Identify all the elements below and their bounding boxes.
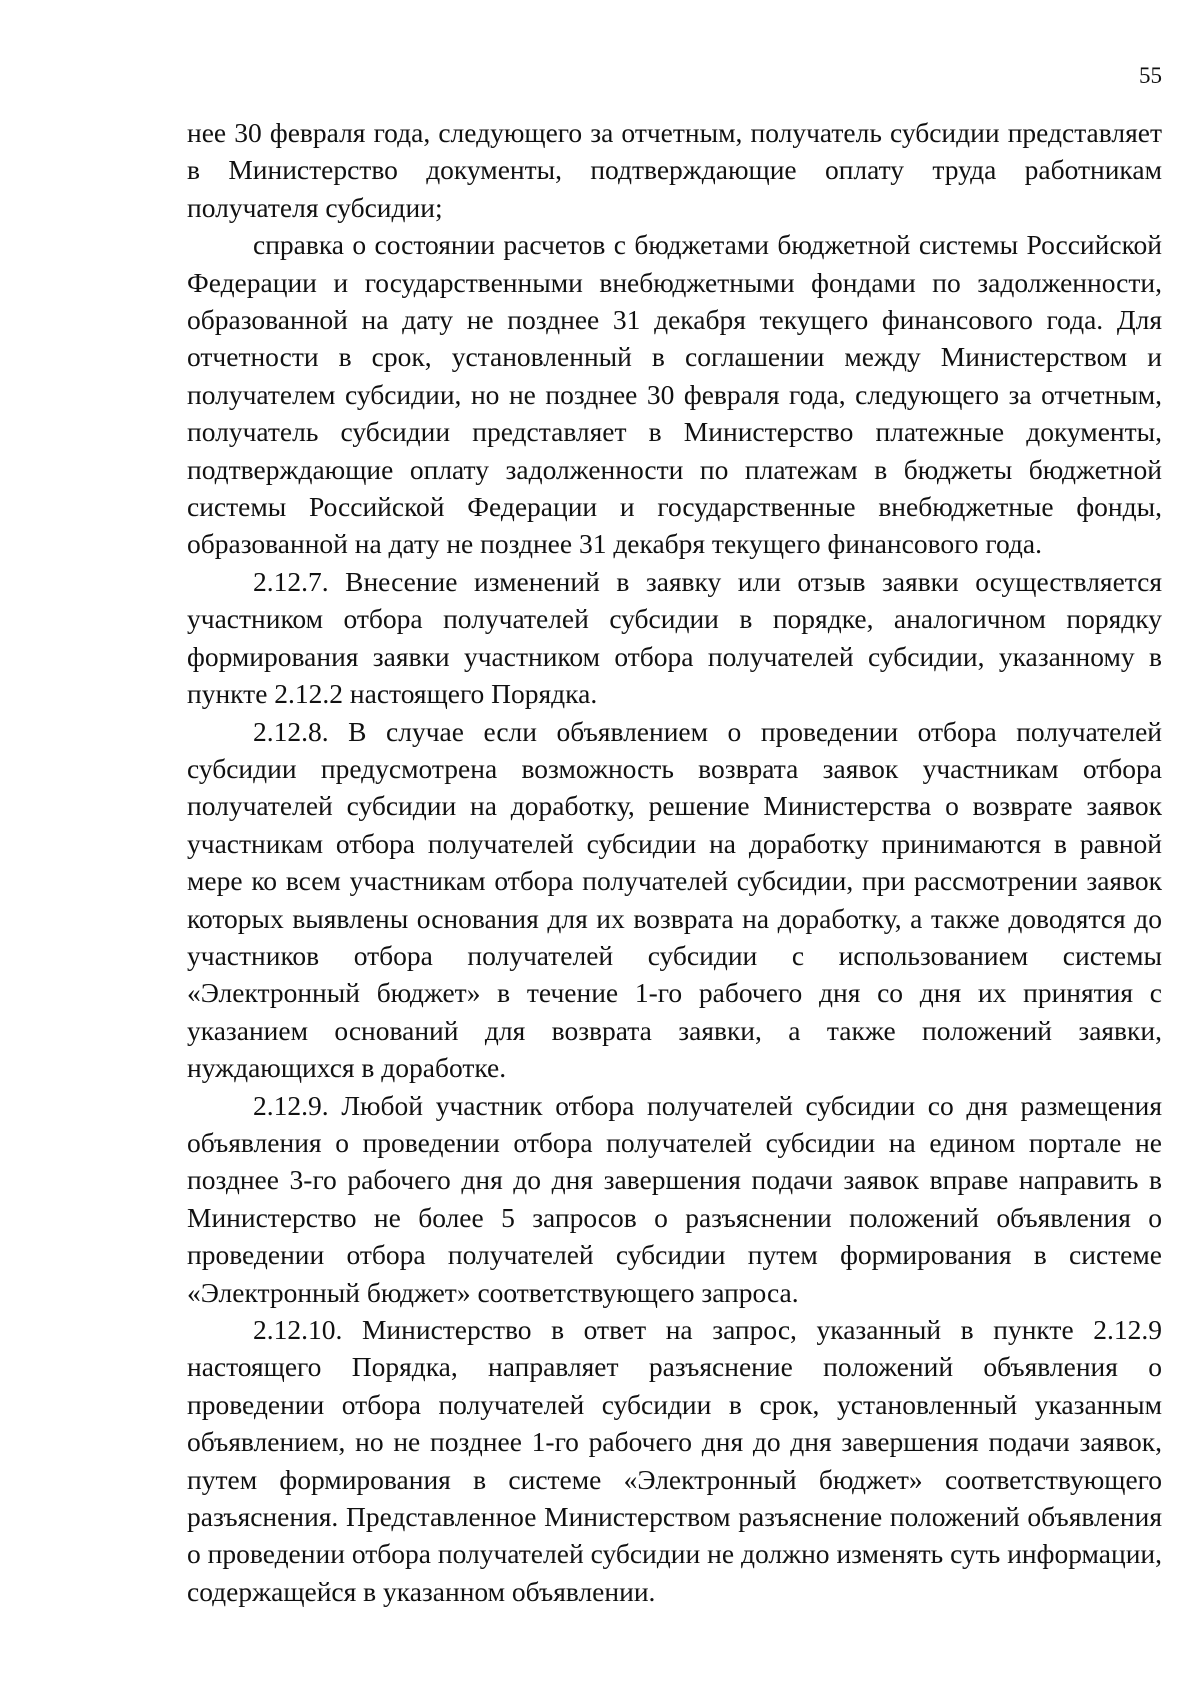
paragraph-2-12-9: 2.12.9. Любой участник отбора получателей субсидии со дня размещения объявления о проведении отбора получателей субсидии на едином портале не позднее 3-го рабочего дня до дня завершения подачи заявок вправе направить в Министерство не более 5 запросов о разъяснении положений объявления о проведении отбора получателей субсидии путем формирования в системе «Электронный бюджет» соответствующего запроса. — [187, 1089, 1162, 1308]
paragraph-continuation: нее 30 февраля года, следующего за отчетным, получатель субсидии представляет в Министерство документы, подтверждающие оплату труда работникам получателя субсидии; — [187, 117, 1162, 223]
paragraph-2-12-10: 2.12.10. Министерство в ответ на запрос, указанный в пункте 2.12.9 настоящего Порядка, направляет разъяснение положений объявления о проведении отбора получателей субсидии в срок, установленный указанным объявлением, но не позднее 1-го рабочего дня до дня завершения подачи заявок, путем формирования в системе «Электронный бюджет» соответствующего разъяснения. Представленное Министерством разъяснение положений объявления о проведении отбора получателей субсидии не должно изменять суть информации, содержащейся в указанном объявлении. — [187, 1314, 1162, 1607]
page-number: 55 — [1139, 63, 1162, 88]
document-body — [187, 114, 1162, 1610]
paragraph-2-12-7: 2.12.7. Внесение изменений в заявку или отзыв заявки осуществляется участником отбора получателей субсидии в порядке, аналогичном порядку формирования заявки участником отбора получателей субсидии, указанному в пункте 2.12.2 настоящего Порядка. — [187, 565, 1162, 710]
paragraph-debt-certificate: справка о состоянии расчетов с бюджетами бюджетной системы Российской Федерации и государственными внебюджетными фондами по задолженности, образованной на дату не позднее 31 декабря текущего финансового года. Для отчетности в срок, установленный в соглашении между Министерством и получателем субсидии, но не позднее 30 февраля года, следующего за отчетным, получатель субсидии представляет в Министерство платежные документы, подтверждающие оплату задолженности по платежам в бюджеты бюджетной системы Российской Федерации и государственные внебюджетные фонды, образованной на дату не позднее 31 декабря текущего финансового года. — [187, 229, 1162, 560]
paragraph-2-12-8: 2.12.8. В случае если объявлением о проведении отбора получателей субсидии предусмотрена возможность возврата заявок участникам отбора получателей субсидии на доработку, решение Министерства о возврате заявок участникам отбора получателей субсидии на доработку принимаются в равной мере ко всем участникам отбора получателей субсидии, при рассмотрении заявок которых выявлены основания для их возврата на доработку, а также доводятся до участников отбора получателей субсидии с использованием системы «Электронный бюджет» в течение 1-го рабочего дня со дня их принятия с указанием оснований для возврата заявки, а также положений заявки, нуждающихся в доработке. — [187, 715, 1162, 1084]
